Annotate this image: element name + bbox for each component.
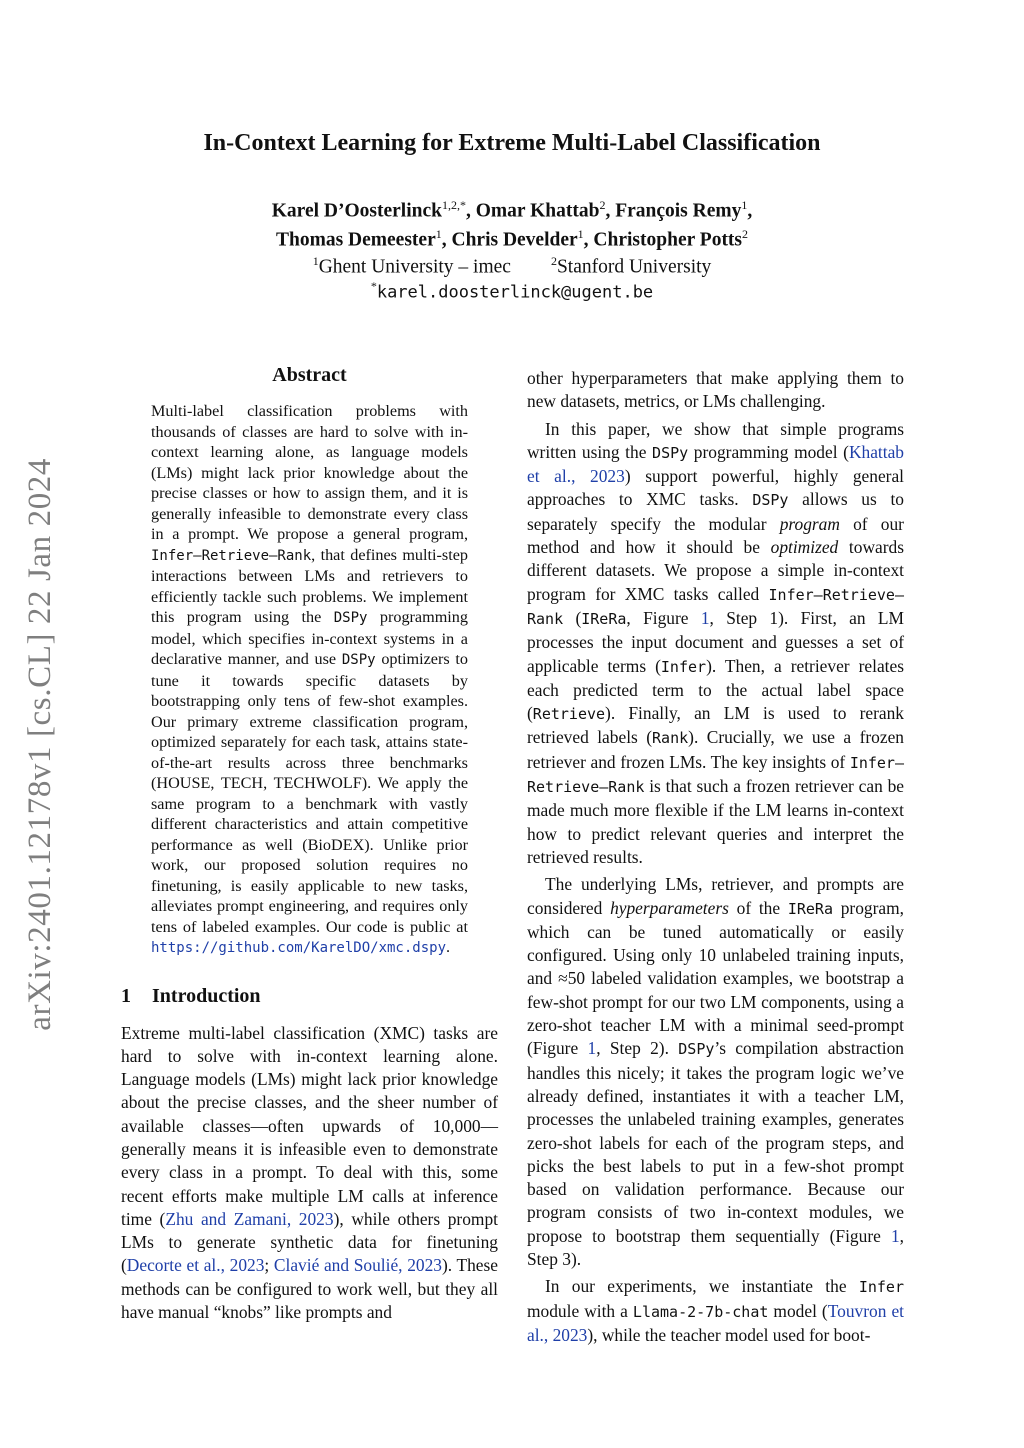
- arxiv-identifier: arXiv:2401.12178v1 [cs.CL] 22 Jan 2024: [22, 458, 58, 1031]
- code-repository-link[interactable]: https://github.com/KarelDO/xmc.dspy: [151, 940, 447, 956]
- left-column: [121, 364, 498, 1324]
- citation-link[interactable]: Touvron et al., 2023: [527, 1300, 904, 1345]
- section-heading-introduction: [121, 985, 498, 1008]
- right-column: [527, 367, 904, 1347]
- citation-link[interactable]: Zhu and Zamani, 2023: [165, 1208, 334, 1229]
- abstract-text: Multi-label classification problems with thousands of classes are hard to solve with in-context learning alone, as language models (LMs) might lack prior knowledge about the precise classes or how to assign them, and it is generally infeasible to demonstrate every class in a prompt. We propose a general program, Infer–Retrieve–Rank, that defines multi-step interactions between LMs and retrievers to efficiently tackle such problems. We implement this program using the DSPy programming model, which specifies in-context systems in a declarative manner, and use DSPy optimizers to tune it towards specific datasets by bootstrapping only tens of few-shot examples. Our primary extreme classification program, optimized separately for each task, attains state-of-the-art results across three benchmarks (HOUSE, TECH, TECHWOLF). We apply the same program to a benchmark with vastly different characteristics and attain competitive performance as well (BioDEX). Unlike prior work, our proposed solution requires no finetuning, is easily applicable to new tasks, alleviates prompt engineering, and requires only tens of labeled examples. Our code is public at https://github.com/KarelDO/xmc.dspy.: [151, 402, 469, 956]
- figure-link[interactable]: 1: [890, 1225, 900, 1246]
- author-list-line-1: Karel D’Oosterlinck$^{1,2,*}$, Omar Khattab$^2$, François Remy$^1$,: [271, 198, 753, 222]
- author-list-line-2: Thomas Demeester$^1$, Chris Develder$^1$, Christopher Potts$^2$: [275, 227, 749, 251]
- affiliation-ghent: Ghent University – imec: [318, 256, 511, 278]
- affiliation-stanford: Stanford University: [556, 256, 712, 278]
- section-title: Introduction: [152, 984, 261, 1007]
- author-affiliation-mark: 2: [742, 227, 749, 241]
- author-name: Christopher Potts: [593, 229, 743, 251]
- author-name: Thomas Demeester: [275, 229, 436, 251]
- section-number: 1: [121, 984, 131, 1007]
- intro-paragraph-1: Extreme multi-label classification (XMC) tasks are hard to solve with in-context learning alone. Language models (LMs) might lack prior knowledge about the precise classes, and the sheer number of available classes—often upwards of 10,000—generally means it is infeasible even to demonstrate every class in a prompt. To deal with this, some recent efforts make multiple LM calls at inference time (Zhu and Zamani, 2023), while others prompt LMs to generate synthetic data for finetuning (Decorte et al., 2023; Clavié and Soulié, 2023). These methods can be configured to work well, but they all have manual “knobs” like prompts and: [121, 1022, 498, 1323]
- intro-paragraph-3: The underlying LMs, retriever, and prompts are considered hyperparameters of the IReRa program, which can be tuned automatically or easily configured. Using only 10 unlabeled training inputs, and ≈50 labeled validation examples, we bootstrap a few-shot prompt for our two LM components, using a zero-shot teacher LM with a minimal seed-prompt (Figure 1, Step 2). DSPy’s compilation abstraction handles this nicely; it takes the program logic we’ve already defined, instantiates it with a teacher LM, processes the unlabeled training examples, generates zero-shot labels for each of the program steps, and picks the best labels to put in a few-shot prompt based on validation performance. Because our program consists of two in-context modules, we propose to bootstrap them sequentially (Figure 1, Step 3).: [527, 874, 904, 1269]
- intro-paragraph-2: In this paper, we show that simple programs written using the DSPy programming model (Khattab et al., 2023) support powerful, highly general approaches to XMC tasks. DSPy allows us to separately specify the modular program of our method and how it should be optimized towards different datasets. We propose a simple in-context program for XMC tasks called Infer–Retrieve–Rank (IReRa, Figure 1, Step 1). First, an LM processes the input document and guesses a set of applicable terms (Infer). Then, a retriever relates each predicted term to the actual label space (Retrieve). Finally, an LM is used to rerank retrieved labels (Rank). Crucially, we use a frozen retriever and frozen LMs. The key insights of Infer–Retrieve–Rank is that such a frozen retriever can be made much more flexible if the LM learns in-context how to predict relevant queries and interpret the retrieved results.: [527, 418, 905, 867]
- email-address[interactable]: karel.doosterlinck@ugent.be: [376, 282, 654, 303]
- paper-title: In-Context Learning for Extreme Multi-Label Classification: [203, 130, 821, 156]
- intro-paragraph-continued: other hyperparameters that make applying them to new datasets, metrics, or LMs challenging.: [527, 368, 904, 412]
- intro-paragraph-4: In our experiments, we instantiate the Infer module with a Llama-2-7b-chat model (Touvron et al., 2023), while the teacher model used for boot-: [527, 1276, 904, 1345]
- author-affiliation-mark: 1,2,*: [442, 198, 466, 212]
- figure-link[interactable]: 1: [587, 1038, 597, 1059]
- citation-link[interactable]: Khattab et al., 2023: [527, 441, 905, 487]
- author-affiliation-mark: 1: [577, 227, 584, 241]
- citation-link[interactable]: Decorte et al., 2023: [126, 1255, 265, 1276]
- contact-email: *karel.doosterlinck@ugent.be: [370, 279, 654, 303]
- author-affiliation-mark: 1: [435, 227, 442, 241]
- abstract-heading: Abstract: [272, 364, 347, 386]
- author-name: François Remy: [615, 200, 742, 222]
- author-affiliation-mark: 2: [599, 198, 606, 212]
- author-name: Chris Develder: [451, 229, 578, 251]
- affiliations: $^1$Ghent University – imec $^2$Stanford University: [312, 254, 712, 278]
- citation-link[interactable]: Clavié and Soulié, 2023: [273, 1255, 442, 1276]
- author-name: Karel D’Oosterlinck: [271, 200, 442, 222]
- author-name: Omar Khattab: [475, 200, 600, 222]
- author-affiliation-mark: 1: [741, 198, 748, 212]
- figure-link[interactable]: 1: [700, 607, 710, 628]
